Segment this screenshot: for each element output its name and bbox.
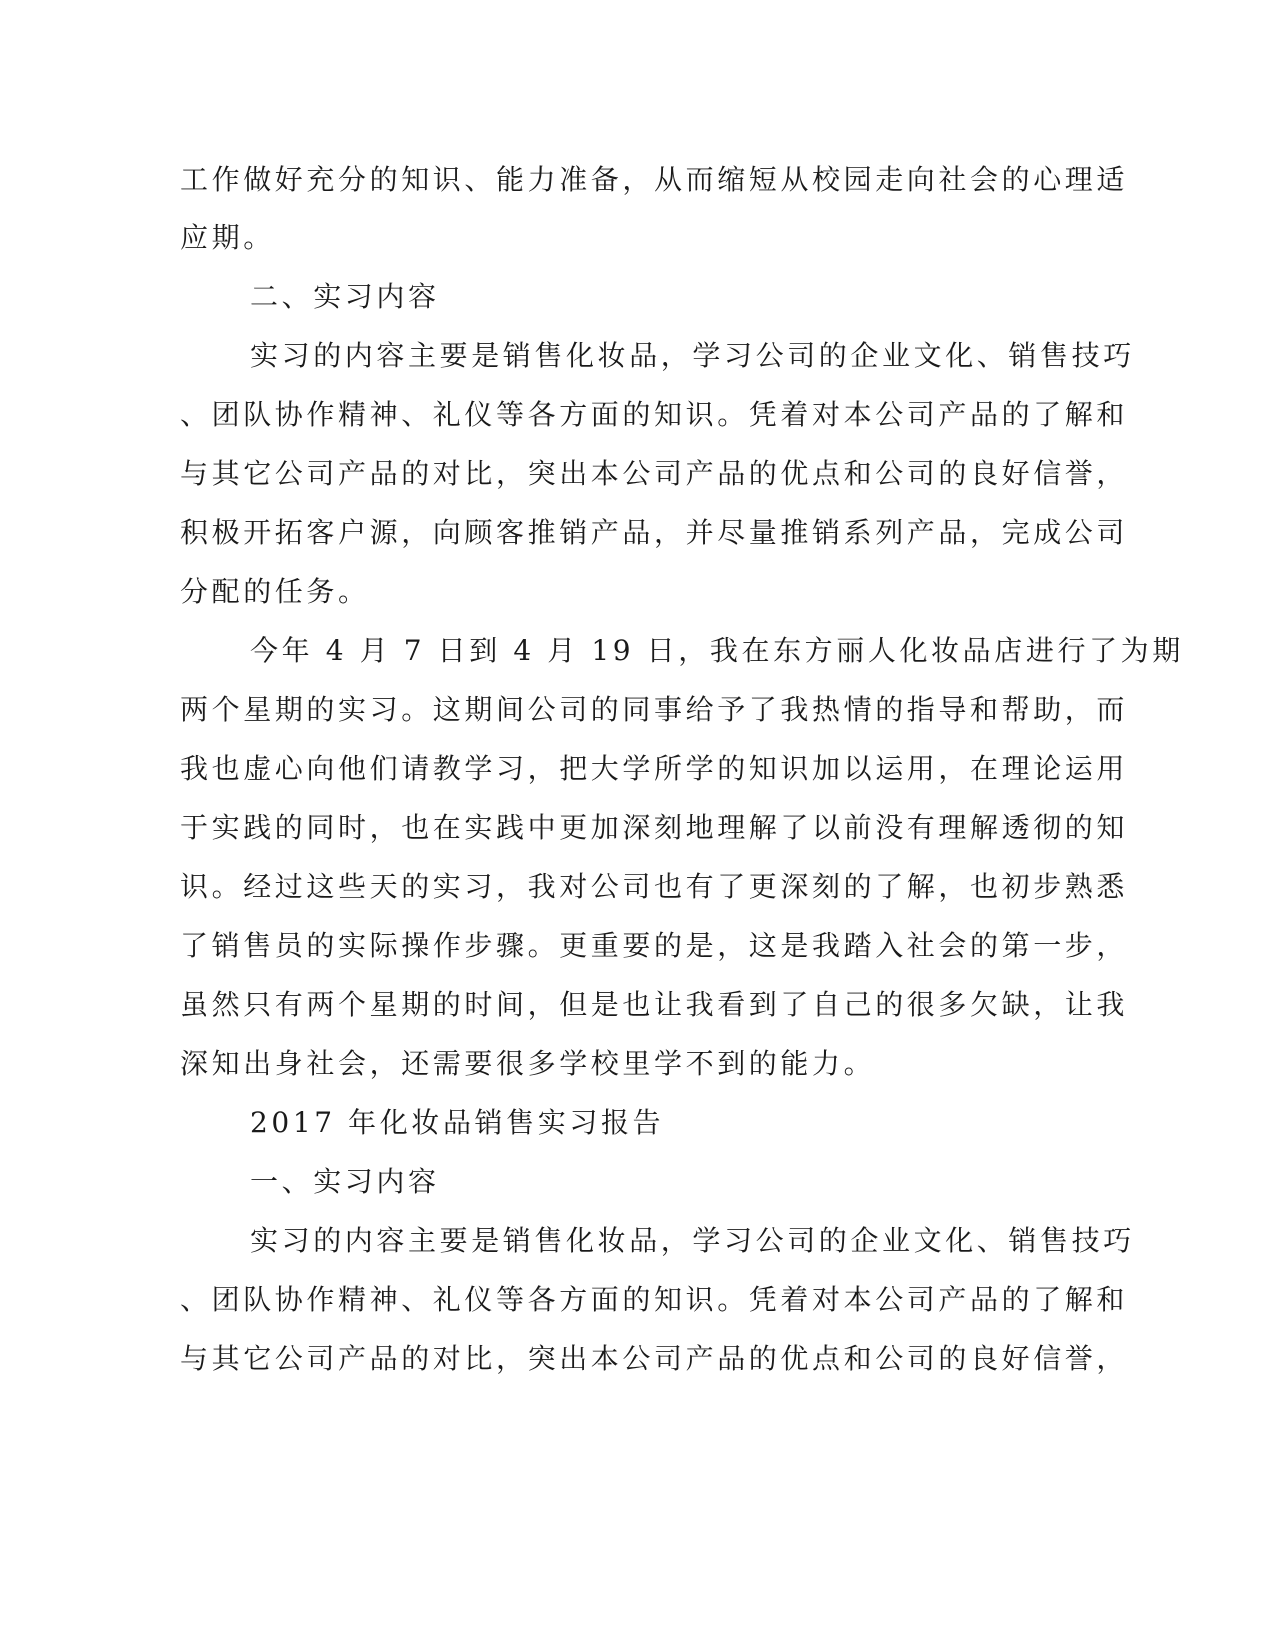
paragraph-line: 积极开拓客户源，向顾客推销产品，并尽量推销系列产品，完成公司 — [180, 516, 1129, 549]
paragraph-line: 虽然只有两个星期的时间，但是也让我看到了自己的很多欠缺，让我 — [180, 988, 1129, 1021]
report-title: 2017 年化妆品销售实习报告 — [250, 1106, 665, 1139]
paragraph-line: 分配的任务。 — [180, 575, 370, 608]
paragraph-line: 实习的内容主要是销售化妆品，学习公司的企业文化、销售技巧 — [250, 339, 1135, 372]
paragraph-line: 、团队协作精神、礼仪等各方面的知识。凭着对本公司产品的了解和 — [180, 398, 1129, 431]
paragraph-line: 深知出身社会，还需要很多学校里学不到的能力。 — [180, 1047, 876, 1080]
section-heading: 一、实习内容 — [250, 1165, 440, 1198]
paragraph-line: 实习的内容主要是销售化妆品，学习公司的企业文化、销售技巧 — [250, 1224, 1135, 1257]
paragraph-line: 于实践的同时，也在实践中更加深刻地理解了以前没有理解透彻的知 — [180, 811, 1129, 844]
paragraph-line: 与其它公司产品的对比，突出本公司产品的优点和公司的良好信誉， — [180, 1342, 1129, 1375]
paragraph-line: 工作做好充分的知识、能力准备，从而缩短从校园走向社会的心理适 — [180, 163, 1129, 196]
paragraph-line: 应期。 — [180, 221, 275, 254]
paragraph-line: 我也虚心向他们请教学习，把大学所学的知识加以运用，在理论运用 — [180, 752, 1129, 785]
paragraph-line: 、团队协作精神、礼仪等各方面的知识。凭着对本公司产品的了解和 — [180, 1283, 1129, 1316]
paragraph-line: 识。经过这些天的实习，我对公司也有了更深刻的了解，也初步熟悉 — [180, 870, 1129, 903]
paragraph-line: 了销售员的实际操作步骤。更重要的是，这是我踏入社会的第一步， — [180, 929, 1129, 962]
paragraph-line: 与其它公司产品的对比，突出本公司产品的优点和公司的良好信誉， — [180, 457, 1129, 490]
paragraph-line: 今年 4 月 7 日到 4 月 19 日，我在东方丽人化妆品店进行了为期 — [250, 634, 1184, 667]
paragraph-line: 两个星期的实习。这期间公司的同事给予了我热情的指导和帮助，而 — [180, 693, 1129, 726]
section-heading: 二、实习内容 — [250, 280, 440, 313]
